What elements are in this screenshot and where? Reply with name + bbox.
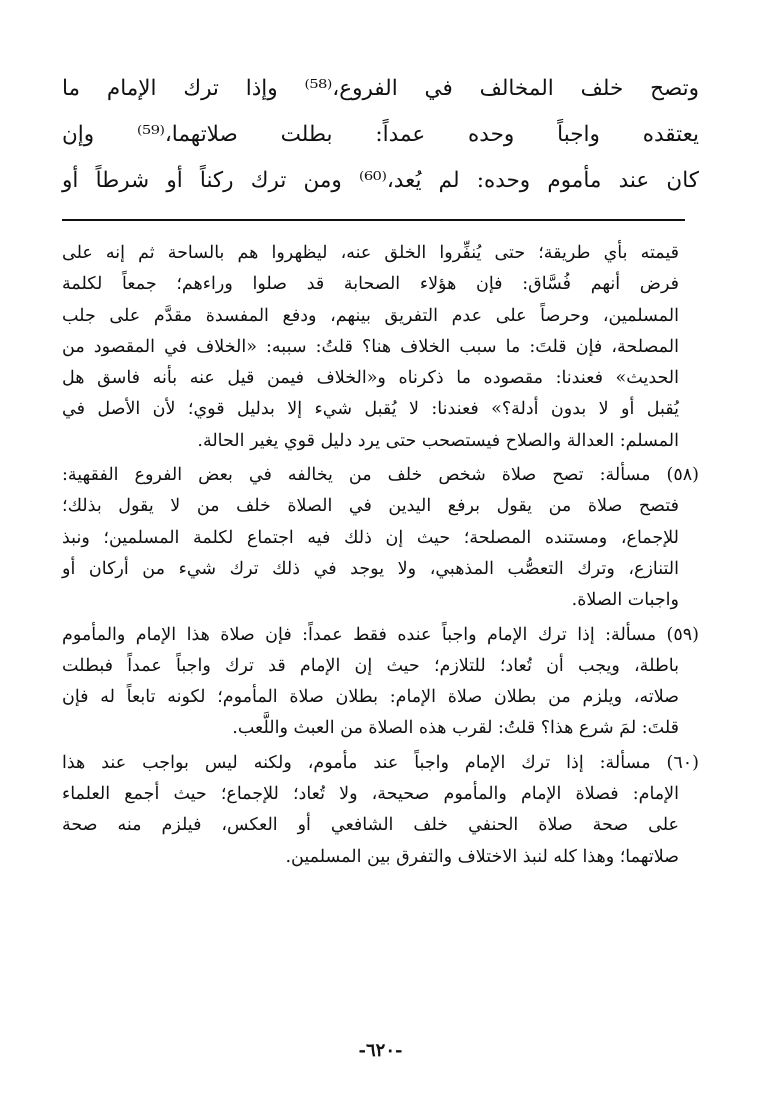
footnote-line: صلاته، ويلزم من بطلان صلاة الإمام: بطلان صلاة المأموم؛ لكونه تابعاً له فإن <box>62 687 679 708</box>
footnote-line: صلاتهما؛ وهذا كله لنبذ الاختلاف والتفرق بين المسلمين. <box>285 846 679 867</box>
footnotes <box>62 238 699 873</box>
footnote-line: على صحة صلاة الحنفي خلف الشافعي أو العكس، فيلزم منه صحة <box>62 815 679 836</box>
footnote-58-heading: (٥٨) مسألة: تصح صلاة شخص خلف من يخالفه في بعض الفروع الفقهية: <box>62 465 699 486</box>
footnote-line: قيمته بأي طريقة؛ حتى يُنفِّروا الخلق عنه، ليظهروا هم بالساحة ثم إنه على <box>62 243 679 263</box>
main-text-line: يعتقده واجباً وحده عمداً: بطلت صلاتهما،⁽⁵⁹⁾ وإن <box>62 122 700 147</box>
footnote-line: للإجماع، ومستنده المصلحة؛ حيث إن ذلك فيه اجتماع لكلمة المسلمين؛ ونبذ <box>62 527 679 548</box>
main-text-line: وتصح خلف المخالف في الفروع،⁽⁵⁸⁾ وإذا ترك الإمام ما <box>62 76 699 101</box>
footnote-line: التنازع، وترك التعصُّب المذهبي، ولا يوجد في ذلك ترك شيء من أركان أو <box>62 558 679 579</box>
footnote-line: المسلمين، وحرصاً على عدم التفريق بينهم، ودفع المفسدة مقدَّم على جلب <box>62 305 679 326</box>
footnote-line: فرض أنهم فُسَّاق: فإن هؤلاء الصحابة قد صلوا وراءهم؛ جمعاً لكلمة <box>62 274 679 295</box>
footnote-line: المصلحة، فإن قلتَ: ما سبب الخلاف هنا؟ قلتُ: سببه: «الخلاف في المقصود من <box>62 336 679 357</box>
footnote-line: يُقبل أو لا بدون أدلة؟» فعندنا: لا يُقبل شيء إلا بدليل قوي؛ لأن الأصل في <box>62 399 679 420</box>
footnote-line: قلتَ: لمَ شرع هذا؟ قلتُ: لقرب هذه الصلاة من العبث واللَّعب. <box>232 718 679 739</box>
footnote-line: باطلة، ويجب أن تُعاد؛ للتلازم؛ حيث إن الإمام قد ترك واجباً عمداً فبطلت <box>62 655 679 676</box>
footnote-line: المسلم: العدالة والصلاح فيستصحب حتى يرد دليل قوي يغير الحالة. <box>197 430 679 451</box>
main-text <box>62 66 699 204</box>
page-number: -٦٢٠- <box>358 1040 403 1061</box>
footnote-line: واجبات الصلاة. <box>571 590 679 611</box>
footnote-separator <box>62 219 685 221</box>
footnote-line: الإمام: فصلاة الإمام والمأموم صحيحة، ولا تُعاد؛ للإجماع؛ حيث أجمع العلماء <box>62 784 679 805</box>
main-text-line: كان عند مأموم وحده: لم يُعد،⁽⁶⁰⁾ ومن ترك ركناً أو شرطاً أو <box>62 168 699 193</box>
footnote-line: الحديث» فعندنا: مقصوده ما ذكرناه و«الخلاف فيمن قيل عنه بأنه فاسق هل <box>62 368 679 389</box>
footnote-60-heading: (٦٠) مسألة: إذا ترك الإمام واجباً عند مأموم، ولكنه ليس بواجب عند هذا <box>62 752 699 773</box>
footnote-59-heading: (٥٩) مسألة: إذا ترك الإمام واجباً عنده فقط عمداً: فإن صلاة هذا الإمام والمأموم <box>62 624 699 645</box>
footnote-line: فتصح صلاة من يقول برفع اليدين في الصلاة خلف من لا يقول بذلك؛ <box>62 496 679 517</box>
